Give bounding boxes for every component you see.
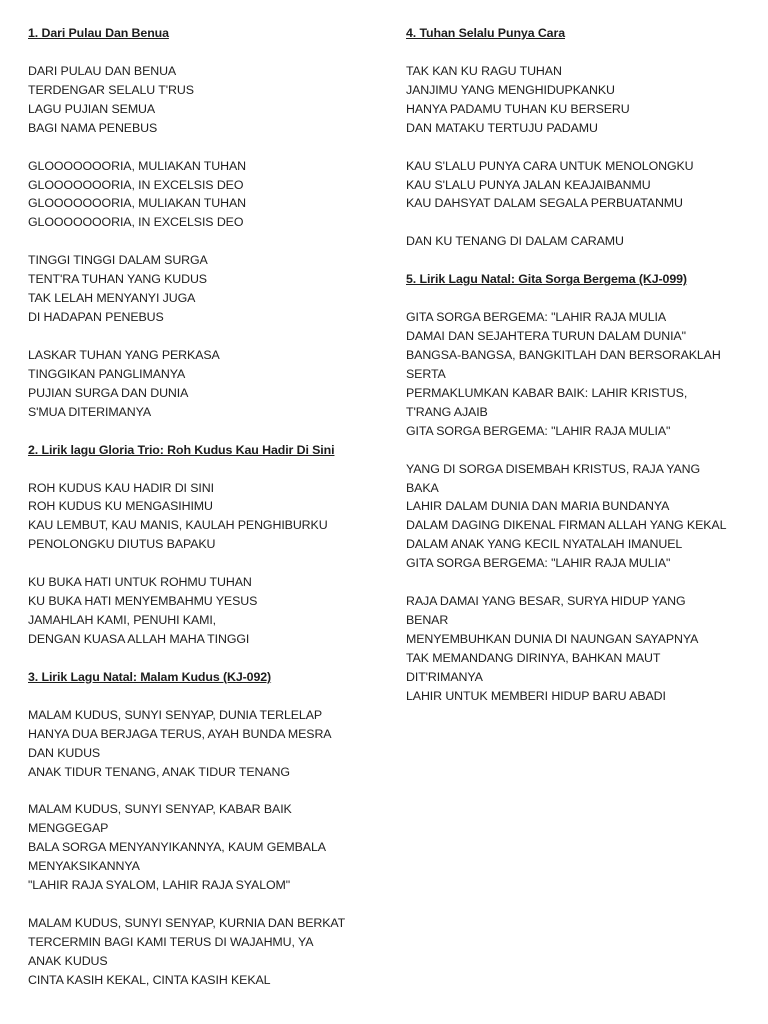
stanza [28, 706, 345, 782]
song-section [28, 24, 345, 422]
blank-line [28, 422, 345, 441]
lyric-line: S'MUA DITERIMANYA [28, 404, 151, 419]
lyric-line: TAK KAN KU RAGU TUHAN [406, 63, 562, 78]
stanza [28, 800, 345, 895]
lyric-line: MENYEMBUHKAN DUNIA DI NAUNGAN SAYAPNYA [406, 632, 699, 646]
blank-line [28, 460, 345, 479]
lyric-line: GLOOOOOOORIA, IN EXCELSIS DEO [28, 215, 244, 230]
lyric-line: LAHIR UNTUK MEMBERI HIDUP BARU ABADI [406, 688, 666, 703]
lyric-line: TAK MEMANDANG DIRINYA, BAHKAN MAUT [406, 650, 661, 665]
lyric-line: PERMAKLUMKAN KABAR BAIK: LAHIR KRISTUS, [406, 385, 688, 400]
song-section [406, 251, 726, 706]
lyric-line: JANJIMU YANG MENGHIDUPKANKU [406, 82, 615, 97]
lyric-line: MENYAKSIKANNYA [28, 859, 140, 874]
lyric-line: JAMAHLAH KAMI, PENUHI KAMI, [28, 613, 217, 628]
lyric-line: ANAK TIDUR TENANG, ANAK TIDUR TENANG [28, 764, 290, 779]
lyric-line: MALAM KUDUS, SUNYI SENYAP, KABAR BAIK [28, 802, 292, 817]
lyric-line: TERDENGAR SELALU T'RUS [28, 82, 194, 97]
lyric-line: DALAM DAGING DIKENAL FIRMAN ALLAH YANG KEKAL [406, 518, 727, 533]
lyric-line: LASKAR TUHAN YANG PERKASA [28, 347, 220, 362]
lyric-line: DAMAI DAN SEJAHTERA TURUN DALAM DUNIA" [406, 329, 686, 343]
lyric-line: KU BUKA HATI MENYEMBAHMU YESUS [28, 594, 258, 609]
lyric-line: TINGGI TINGGI DALAM SURGA [28, 253, 208, 268]
lyric-line: DAN KUDUS [28, 745, 101, 760]
lyric-line: BAGI NAMA PENEBUS [28, 120, 158, 135]
lyric-line: DALAM ANAK YANG KECIL NYATALAH IMANUEL [406, 537, 683, 552]
stanza [406, 592, 726, 706]
right-column [406, 24, 726, 706]
lyric-line: BAKA [406, 480, 439, 495]
blank-line [406, 138, 726, 157]
lyric-line: DENGAN KUASA ALLAH MAHA TINGGI [28, 632, 250, 646]
lyric-line: MALAM KUDUS, SUNYI SENYAP, KURNIA DAN BERKAT [28, 916, 346, 931]
lyric-line: DIT'RIMANYA [406, 669, 483, 684]
lyric-line: BANGSA-BANGSA, BANGKITLAH DAN BERSORAKLAH [406, 347, 721, 362]
blank-line [406, 441, 726, 460]
stanza [28, 346, 345, 422]
lyric-line: BENAR [406, 613, 449, 628]
lyric-line: SERTA [406, 366, 446, 381]
stanza [406, 308, 726, 441]
blank-line [406, 573, 726, 592]
song-title: 1. Dari Pulau Dan Benua [28, 26, 169, 40]
lyric-line: GLOOOOOOORIA, MULIAKAN TUHAN [28, 196, 246, 211]
lyric-line: LAHIR DALAM DUNIA DAN MARIA BUNDANYA [406, 499, 670, 514]
lyric-line: MENGGEGAP [28, 821, 109, 836]
blank-line [28, 782, 345, 801]
lyric-line: MALAM KUDUS, SUNYI SENYAP, DUNIA TERLELAP [28, 707, 323, 722]
song-section [406, 24, 726, 251]
stanza [28, 251, 345, 327]
left-column [28, 24, 345, 990]
lyric-line: HANYA PADAMU TUHAN KU BERSERU [406, 101, 630, 116]
lyric-line: ROH KUDUS KAU HADIR DI SINI [28, 480, 214, 495]
blank-line [28, 649, 345, 668]
stanza [28, 62, 345, 138]
blank-line [28, 232, 345, 251]
lyric-line: YANG DI SORGA DISEMBAH KRISTUS, RAJA YANG [406, 461, 701, 476]
lyric-line: KU BUKA HATI UNTUK ROHMU TUHAN [28, 575, 252, 590]
song-section [28, 649, 345, 990]
lyric-line: KAU S'LALU PUNYA CARA UNTUK MENOLONGKU [406, 158, 694, 173]
blank-line [28, 554, 345, 573]
lyric-line: GITA SORGA BERGEMA: "LAHIR RAJA MULIA" [406, 556, 671, 571]
song-section [28, 422, 345, 649]
lyric-line: DARI PULAU DAN BENUA [28, 63, 177, 78]
lyric-line: ROH KUDUS KU MENGASIHIMU [28, 499, 213, 514]
blank-line [406, 43, 726, 62]
lyric-line: GITA SORGA BERGEMA: "LAHIR RAJA MULIA [406, 310, 667, 325]
lyric-line: TENT'RA TUHAN YANG KUDUS [28, 272, 207, 287]
song-title: 4. Tuhan Selalu Punya Cara [406, 26, 565, 40]
stanza [28, 479, 345, 555]
lyric-line: LAGU PUJIAN SEMUA [28, 101, 156, 116]
song-title: 5. Lirik Lagu Natal: Gita Sorga Bergema (KJ-099) [406, 272, 687, 287]
lyric-line: RAJA DAMAI YANG BESAR, SURYA HIDUP YANG [406, 594, 686, 609]
blank-line [406, 289, 726, 308]
lyric-line: GITA SORGA BERGEMA: "LAHIR RAJA MULIA" [406, 423, 671, 438]
blank-line [406, 251, 726, 270]
lyric-line: "LAHIR RAJA SYALOM, LAHIR RAJA SYALOM" [28, 878, 291, 893]
lyric-line: TINGGIKAN PANGLIMANYA [28, 366, 186, 381]
lyric-line: GLOOOOOOORIA, IN EXCELSIS DEO [28, 177, 244, 192]
lyric-line: HANYA DUA BERJAGA TERUS, AYAH BUNDA MESRA [28, 726, 332, 741]
song-title: 3. Lirik Lagu Natal: Malam Kudus (KJ-092) [28, 669, 272, 684]
lyric-line: TERCERMIN BAGI KAMI TERUS DI WAJAHMU, YA [28, 935, 314, 949]
stanza [28, 157, 345, 233]
lyric-line: PUJIAN SURGA DAN DUNIA [28, 385, 189, 400]
blank-line [406, 213, 726, 232]
song-title: 2. Lirik lagu Gloria Trio: Roh Kudus Kau Hadir Di Sini [28, 442, 335, 457]
blank-line [28, 895, 345, 914]
blank-line [28, 138, 345, 157]
lyric-line: KAU S'LALU PUNYA JALAN KEAJAIBANMU [406, 177, 651, 192]
blank-line [28, 43, 345, 62]
blank-line [28, 327, 345, 346]
stanza [406, 62, 726, 138]
lyric-line: DI HADAPAN PENEBUS [28, 310, 164, 325]
lyric-line: GLOOOOOOORIA, MULIAKAN TUHAN [28, 158, 246, 173]
lyric-line: DAN MATAKU TERTUJU PADAMU [406, 120, 598, 135]
lyric-line: ANAK KUDUS [28, 953, 108, 968]
stanza [406, 157, 726, 214]
stanza [28, 573, 345, 649]
lyric-line: T'RANG AJAIB [406, 404, 488, 419]
lyric-line: KAU DAHSYAT DALAM SEGALA PERBUATANMU [406, 196, 683, 211]
blank-line [28, 687, 345, 706]
stanza [28, 914, 345, 990]
lyric-line: BALA SORGA MENYANYIKANNYA, KAUM GEMBALA [28, 840, 326, 855]
lyric-line: KAU LEMBUT, KAU MANIS, KAULAH PENGHIBURKU [28, 518, 328, 533]
stanza [406, 460, 726, 574]
stanza [406, 232, 726, 251]
lyric-line: DAN KU TENANG DI DALAM CARAMU [406, 234, 624, 249]
lyric-line: PENOLONGKU DIUTUS BAPAKU [28, 537, 216, 552]
lyric-line: CINTA KASIH KEKAL, CINTA KASIH KEKAL [28, 972, 271, 987]
lyric-line: TAK LELAH MENYANYI JUGA [28, 291, 196, 306]
